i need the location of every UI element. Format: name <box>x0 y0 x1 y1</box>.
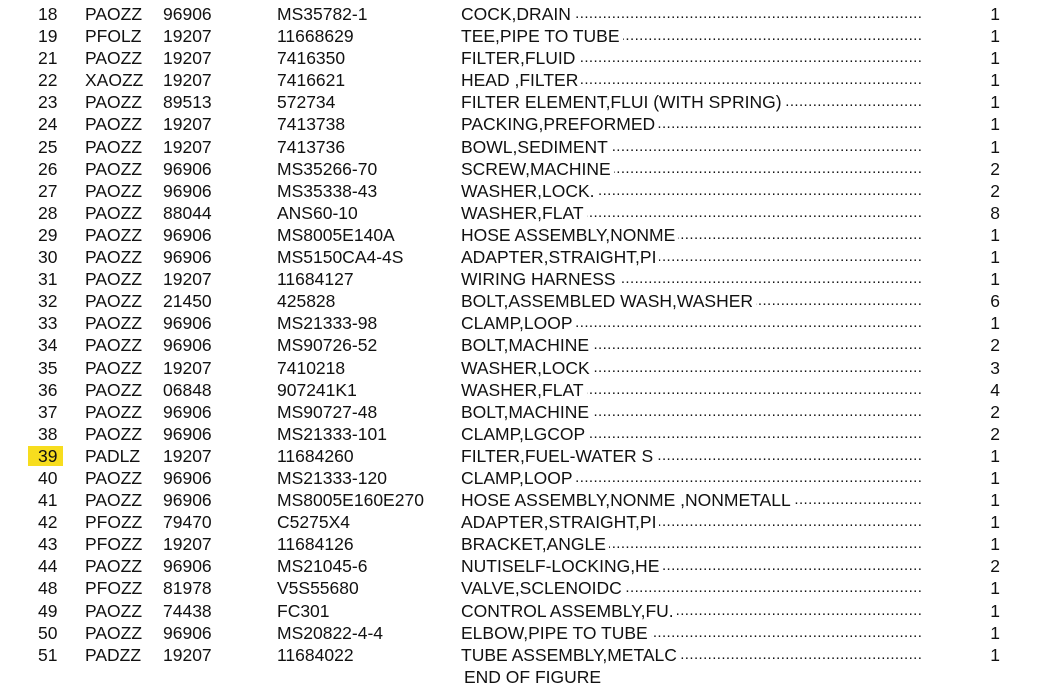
quantity: 1 <box>990 70 1000 91</box>
item-number: 39 <box>28 446 63 466</box>
description-cell <box>461 69 921 91</box>
description-cell <box>461 290 921 312</box>
description: ADAPTER,STRAIGHT,PI <box>461 247 659 267</box>
smr-code: PAOZZ <box>85 423 143 444</box>
description: VALVE,SCLENOIDC <box>461 578 625 598</box>
cage-code: 19207 <box>163 70 212 91</box>
table-row <box>0 467 1056 489</box>
part-number: 7410218 <box>277 357 346 378</box>
cage-code: 19207 <box>163 269 212 290</box>
cage-code: 96906 <box>163 423 212 444</box>
item-number: 31 <box>38 269 58 290</box>
smr-code: PAOZZ <box>85 224 143 245</box>
description-cell <box>461 600 921 622</box>
quantity: 4 <box>990 379 1000 400</box>
part-number: MS8005E160E270 <box>277 490 424 511</box>
quantity: 1 <box>990 26 1000 47</box>
description: HOSE ASSEMBLY,NONME ,NONMETALL <box>461 490 794 510</box>
description: PACKING,PREFORMED <box>461 114 658 134</box>
part-number: MS90727-48 <box>277 401 378 422</box>
description-cell <box>461 91 921 113</box>
table-row <box>0 25 1056 47</box>
item-number: 24 <box>38 114 58 135</box>
description-cell <box>461 644 921 666</box>
part-number: 11684022 <box>277 644 354 665</box>
parts-list-table <box>0 3 1056 666</box>
description: BOLT,ASSEMBLED WASH,WASHER <box>461 291 756 311</box>
description-cell <box>461 555 921 577</box>
quantity: 2 <box>990 423 1000 444</box>
smr-code: PAOZZ <box>85 357 143 378</box>
table-row <box>0 47 1056 69</box>
item-number: 26 <box>38 158 58 179</box>
item-number: 18 <box>38 4 58 24</box>
cage-code: 89513 <box>163 92 212 113</box>
table-row <box>0 600 1056 622</box>
smr-code: PAOZZ <box>85 247 143 268</box>
description: WASHER,LOCK. <box>461 181 598 201</box>
part-number: MS8005E140A <box>277 224 395 245</box>
description: WASHER,FLAT <box>461 203 587 223</box>
table-row <box>0 334 1056 356</box>
table-row <box>0 69 1056 91</box>
quantity: 1 <box>990 4 1000 24</box>
quantity: 1 <box>990 247 1000 268</box>
table-row <box>0 357 1056 379</box>
cage-code: 96906 <box>163 622 212 643</box>
table-row <box>0 555 1056 577</box>
item-number: 29 <box>38 224 58 245</box>
part-number: ANS60-10 <box>277 202 358 223</box>
cage-code: 19207 <box>163 534 212 555</box>
table-row <box>0 379 1056 401</box>
table-row <box>0 290 1056 312</box>
description: BOLT,MACHINE <box>461 402 592 422</box>
cage-code: 96906 <box>163 556 212 577</box>
table-row <box>0 246 1056 268</box>
description: TEE,PIPE TO TUBE <box>461 26 623 46</box>
table-row <box>0 401 1056 423</box>
item-number: 27 <box>38 180 58 201</box>
quantity: 8 <box>990 202 1000 223</box>
cage-code: 74438 <box>163 600 212 621</box>
quantity: 1 <box>990 48 1000 69</box>
part-number: MS35338-43 <box>277 180 378 201</box>
description: BOLT,MACHINE <box>461 335 592 355</box>
part-number: MS35782-1 <box>277 4 368 24</box>
table-row <box>0 136 1056 158</box>
description-cell <box>461 577 921 599</box>
description-cell <box>461 357 921 379</box>
smr-code: PAOZZ <box>85 379 143 400</box>
description: ADAPTER,STRAIGHT,PI <box>461 512 659 532</box>
quantity: 1 <box>990 467 1000 488</box>
smr-code: PAOZZ <box>85 158 143 179</box>
description: SCREW,MACHINE <box>461 159 614 179</box>
description-cell <box>461 312 921 334</box>
item-number: 21 <box>38 48 58 69</box>
quantity: 2 <box>990 401 1000 422</box>
description-cell <box>461 401 921 423</box>
table-row <box>0 533 1056 555</box>
quantity: 1 <box>990 445 1000 466</box>
smr-code: PFOZZ <box>85 512 143 533</box>
part-number: V5S55680 <box>277 578 359 599</box>
table-row <box>0 91 1056 113</box>
smr-code: PFOLZ <box>85 26 142 47</box>
description: HEAD ,FILTER <box>461 70 581 90</box>
item-number: 49 <box>38 600 58 621</box>
table-row <box>0 622 1056 644</box>
table-row <box>0 113 1056 135</box>
smr-code: PAOZZ <box>85 180 143 201</box>
quantity: 1 <box>990 578 1000 599</box>
item-number: 44 <box>38 556 58 577</box>
smr-code: PAOZZ <box>85 490 143 511</box>
cage-code: 96906 <box>163 180 212 201</box>
description-cell <box>461 445 921 467</box>
cage-code: 19207 <box>163 357 212 378</box>
table-row <box>0 423 1056 445</box>
description: WIRING HARNESS <box>461 269 619 289</box>
smr-code: PADZZ <box>85 644 142 665</box>
description-cell <box>461 202 921 224</box>
item-number: 23 <box>38 92 58 113</box>
smr-code: XAOZZ <box>85 70 144 91</box>
table-row <box>0 511 1056 533</box>
description: FILTER ELEMENT,FLUI (WITH SPRING) <box>461 92 785 112</box>
description: CLAMP,LOOP <box>461 313 576 333</box>
item-number: 25 <box>38 136 58 157</box>
smr-code: PADLZ <box>85 445 141 466</box>
item-number: 32 <box>38 291 58 312</box>
description-cell <box>461 158 921 180</box>
quantity: 6 <box>990 291 1000 312</box>
smr-code: PAOZZ <box>85 291 143 312</box>
item-number: 41 <box>38 490 58 511</box>
smr-code: PAOZZ <box>85 48 143 69</box>
quantity: 2 <box>990 556 1000 577</box>
item-number: 30 <box>38 247 58 268</box>
description-cell <box>461 3 921 25</box>
item-number: 35 <box>38 357 58 378</box>
smr-code: PAOZZ <box>85 335 143 356</box>
smr-code: PAOZZ <box>85 136 143 157</box>
cage-code: 19207 <box>163 136 212 157</box>
description-cell <box>461 489 921 511</box>
item-number: 36 <box>38 379 58 400</box>
table-row <box>0 644 1056 666</box>
smr-code: PAOZZ <box>85 622 143 643</box>
item-number: 50 <box>38 622 58 643</box>
quantity: 3 <box>990 357 1000 378</box>
cage-code: 19207 <box>163 48 212 69</box>
part-number: 572734 <box>277 92 336 113</box>
cage-code: 88044 <box>163 202 212 223</box>
part-number: 11684127 <box>277 269 354 290</box>
smr-code: PAOZZ <box>85 4 143 24</box>
part-number: C5275X4 <box>277 512 350 533</box>
item-number: 28 <box>38 202 58 223</box>
cage-code: 96906 <box>163 158 212 179</box>
description: TUBE ASSEMBLY,METALC <box>461 645 680 665</box>
quantity: 2 <box>990 158 1000 179</box>
smr-code: PAOZZ <box>85 92 143 113</box>
table-row <box>0 312 1056 334</box>
smr-code: PAOZZ <box>85 467 143 488</box>
quantity: 2 <box>990 335 1000 356</box>
part-number: 7416621 <box>277 70 346 91</box>
description: BRACKET,ANGLE <box>461 534 609 554</box>
cage-code: 19207 <box>163 26 212 47</box>
item-number: 22 <box>38 70 58 91</box>
item-number: 42 <box>38 512 58 533</box>
quantity: 1 <box>990 644 1000 665</box>
smr-code: PAOZZ <box>85 556 143 577</box>
table-row <box>0 268 1056 290</box>
description: CLAMP,LOOP <box>461 468 576 488</box>
cage-code: 81978 <box>163 578 212 599</box>
cage-code: 79470 <box>163 512 212 533</box>
quantity: 1 <box>990 224 1000 245</box>
description-cell <box>461 622 921 644</box>
description: BOWL,SEDIMENT <box>461 137 611 157</box>
description: CLAMP,LGCOP <box>461 424 588 444</box>
quantity: 1 <box>990 114 1000 135</box>
table-row <box>0 224 1056 246</box>
part-number: 7416350 <box>277 48 346 69</box>
part-number: 7413736 <box>277 136 346 157</box>
description: WASHER,LOCK <box>461 358 593 378</box>
cage-code: 96906 <box>163 401 212 422</box>
cage-code: 19207 <box>163 114 212 135</box>
item-number: 37 <box>38 401 58 422</box>
part-number: MS35266-70 <box>277 158 378 179</box>
description: COCK,DRAIN <box>461 4 574 24</box>
part-number: 425828 <box>277 291 336 312</box>
item-number: 19 <box>38 26 58 47</box>
description: CONTROL ASSEMBLY,FU. <box>461 601 677 621</box>
item-number: 34 <box>38 335 58 356</box>
part-number: MS21333-120 <box>277 467 387 488</box>
description-cell <box>461 511 921 533</box>
part-number: MS5150CA4-4S <box>277 247 404 268</box>
part-number: 11684126 <box>277 534 354 555</box>
quantity: 1 <box>990 136 1000 157</box>
quantity: 1 <box>990 269 1000 290</box>
description-cell <box>461 47 921 69</box>
smr-code: PAOZZ <box>85 202 143 223</box>
quantity: 2 <box>990 180 1000 201</box>
quantity: 1 <box>990 622 1000 643</box>
smr-code: PAOZZ <box>85 313 143 334</box>
smr-code: PAOZZ <box>85 269 143 290</box>
description: FILTER,FUEL-WATER S <box>461 446 656 466</box>
table-row <box>0 489 1056 511</box>
cage-code: 96906 <box>163 4 212 24</box>
smr-code: PFOZZ <box>85 534 143 555</box>
description-cell <box>461 224 921 246</box>
smr-code: PFOZZ <box>85 578 143 599</box>
item-number: 43 <box>38 534 58 555</box>
smr-code: PAOZZ <box>85 401 143 422</box>
item-number: 33 <box>38 313 58 334</box>
item-number: 48 <box>38 578 58 599</box>
cage-code: 96906 <box>163 224 212 245</box>
table-row <box>0 445 1056 467</box>
cage-code: 21450 <box>163 291 212 312</box>
end-of-figure-label: END OF FIGURE <box>464 667 602 687</box>
cage-code: 19207 <box>163 644 212 665</box>
cage-code: 19207 <box>163 445 212 466</box>
description: NUTISELF-LOCKING,HE <box>461 556 662 576</box>
description: FILTER,FLUID <box>461 48 578 68</box>
part-number: FC301 <box>277 600 330 621</box>
table-row <box>0 3 1056 25</box>
description-cell <box>461 423 921 445</box>
description: ELBOW,PIPE TO TUBE <box>461 623 651 643</box>
quantity: 1 <box>990 313 1000 334</box>
description-cell <box>461 334 921 356</box>
quantity: 1 <box>990 534 1000 555</box>
item-number: 40 <box>38 467 58 488</box>
description-cell <box>461 467 921 489</box>
description-cell <box>461 136 921 158</box>
cage-code: 96906 <box>163 247 212 268</box>
quantity: 1 <box>990 490 1000 511</box>
quantity: 1 <box>990 600 1000 621</box>
cage-code: 96906 <box>163 335 212 356</box>
description-cell <box>461 113 921 135</box>
cage-code: 96906 <box>163 490 212 511</box>
cage-code: 96906 <box>163 313 212 334</box>
table-row <box>0 158 1056 180</box>
item-number: 38 <box>38 423 58 444</box>
description-cell <box>461 268 921 290</box>
part-number: 907241K1 <box>277 379 357 400</box>
part-number: 11668629 <box>277 26 354 47</box>
part-number: MS21333-101 <box>277 423 387 444</box>
description-cell <box>461 533 921 555</box>
description-cell <box>461 25 921 47</box>
cage-code: 06848 <box>163 379 212 400</box>
description: WASHER,FLAT <box>461 380 587 400</box>
quantity: 1 <box>990 92 1000 113</box>
table-row <box>0 577 1056 599</box>
part-number: MS21333-98 <box>277 313 378 334</box>
description-cell <box>461 246 921 268</box>
smr-code: PAOZZ <box>85 114 143 135</box>
part-number: MS21045-6 <box>277 556 368 577</box>
quantity: 1 <box>990 512 1000 533</box>
part-number: 7413738 <box>277 114 346 135</box>
smr-code: PAOZZ <box>85 600 143 621</box>
description-cell <box>461 379 921 401</box>
description: HOSE ASSEMBLY,NONME <box>461 225 678 245</box>
table-row <box>0 202 1056 224</box>
description-cell <box>461 180 921 202</box>
part-number: 11684260 <box>277 445 354 466</box>
table-row <box>0 180 1056 202</box>
cage-code: 96906 <box>163 467 212 488</box>
part-number: MS20822-4-4 <box>277 622 384 643</box>
part-number: MS90726-52 <box>277 335 378 356</box>
item-number: 51 <box>38 644 58 665</box>
